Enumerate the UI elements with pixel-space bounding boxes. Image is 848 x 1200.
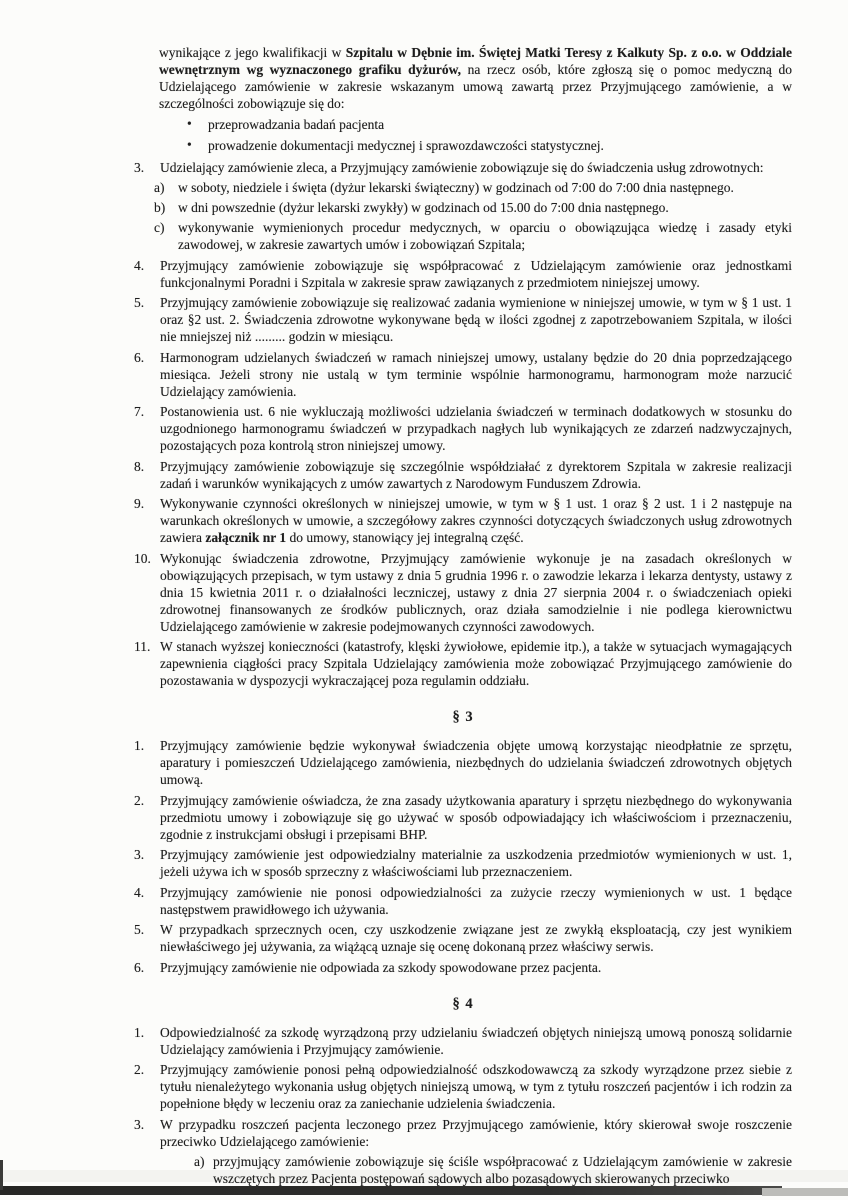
sub-list-item <box>154 179 792 196</box>
item-number: 6. <box>134 959 145 975</box>
scan-shadow-band <box>0 1170 848 1182</box>
item-number: 1. <box>134 738 145 753</box>
list-item <box>134 550 792 635</box>
intro-paragraph <box>159 44 792 112</box>
list-item <box>134 921 792 955</box>
item-text: Przyjmujący zamówienie ponosi pełną odpowiedzialność odszkodowawczą za szkody wyrządzone przez siebie z tytułu nienależytego wykonania usług objętych niniejszą umową, w tym z tytułu roszczeń pacjentów i ich rodzin za popełnione błędy w leczeniu oraz za zaniechanie udzielenia świadczenia. <box>160 1062 792 1111</box>
item-text: Harmonogram udzielanych świadczeń w ramach niniejszej umowy, ustalany będzie do 20 dnia poprzedzającego miesiąca. Jeżeli strony nie ustalą w tym terminie wspólnie harmonogramu, harmonogram może narzucić Udzielający zamówienia. <box>160 349 792 399</box>
sub-item-text: przyjmujący zamówienie zobowiązuje się ściśle współpracować z Udzielającym zamówienie w zakresie wszczętych przez Pacjenta postępowań sądowych albo pozasądowych skierowanych przeciwko <box>213 1153 792 1186</box>
item-number: 10. <box>134 550 151 566</box>
item-number: 2. <box>134 1062 145 1077</box>
sub-list-item <box>154 219 792 253</box>
item-number: 1. <box>134 1024 145 1040</box>
scan-artifact-smudge <box>762 1188 848 1196</box>
item-text: Przyjmujący zamówienie będzie wykonywał świadczenia objęte umową korzystając nieodpłatnie ze sprzętu, aparatury i pomieszczeń Udzielającego zamówienia, niezbędnych do udzielania świadczeń zdrowotnych objętych umową. <box>160 738 792 787</box>
section-3-heading: § 3 <box>452 709 474 725</box>
item-number: 5. <box>134 295 145 310</box>
scan-artifact-left-notch <box>0 1160 3 1190</box>
list-item <box>134 959 792 976</box>
list-item <box>134 846 792 880</box>
hospital-name-bold: Szpitalu w Dębnie im. Świętej Matki Teresy z Kalkuty Sp. z o.o. w Oddziale wewnętrznym wg wyznaczonego grafiku dyżurów, <box>159 45 792 77</box>
list-item <box>134 737 792 788</box>
sub-item-text: wykonywanie wymienionych procedur medycznych, w oparciu o obowiązująca wiedzę i zasady etyki zawodowej, w zakresie zawartych umów i zobowiązań Szpitala; <box>178 220 792 252</box>
item-text: W przypadkach sprzecznych ocen, czy uszkodzenie związane jest ze zwykłą eksploatacją, czy jest wynikiem niewłaściwego jej używania, za wiążącą uznaje się ocenę dokonaną przez właściwy serwis. <box>160 922 792 954</box>
attachment-ref-bold: załącznik nr 1 <box>205 530 287 545</box>
section-4-heading: § 4 <box>452 995 474 1012</box>
item-number: 9. <box>134 496 145 511</box>
item-number: 3. <box>134 160 145 175</box>
item-text-post: do umowy, stanowiący jej integralną część. <box>286 530 524 545</box>
list-item <box>134 1024 792 1058</box>
item-text: Przyjmujący zamówienie zobowiązuje się realizować zadania wymienione w niniejszej umowie, w tym w § 1 ust. 1 oraz §2 ust. 2. Świadczenia zdrowotne wykonywane będą w ilości zgodnej z zapotrzebowaniem Szpitala, w ilości nie mniejszej niż ......... godzin w miesiącu. <box>160 295 792 344</box>
item-number: 5. <box>134 922 145 937</box>
bullet-list <box>187 116 792 154</box>
list-item <box>134 884 792 918</box>
item-text: W stanach wyższej konieczności (katastrofy, klęski żywiołowe, epidemie itp.), a także w sytuacjach wymagających zapewnienia ciągłości pracy Szpitala Udzielający zamówienia może zobowiązać Przyjmującego zamówienie do pozostawania w dyspozycji wykraczającej poza regulamin oddziału. <box>160 639 792 688</box>
item-number: 3. <box>134 1116 145 1132</box>
list-item <box>187 116 792 133</box>
sub-item-text: w soboty, niedziele i święta (dyżur lekarski świąteczny) w godzinach od 7:00 do 7:00 dnia następnego. <box>178 180 734 195</box>
item-number: 4. <box>134 257 145 273</box>
scan-artifact-bottom-bar <box>0 1186 782 1195</box>
item-number: 2. <box>134 792 145 808</box>
sub-item-letter: a) <box>194 1153 205 1169</box>
list-item <box>134 257 792 291</box>
intro-text-post: na rzecz osób, które zgłoszą się o pomoc medyczną do Udzielającego zamówienie w zakresie wskazanym umową zawartą przez Przyjmującego zamówienie, a w szczególności zobowiązuje się do: <box>159 62 793 111</box>
item-text: Przyjmujący zamówienie zobowiązuje się współpracować z Udzielającym zamówienie oraz jednostkami funkcjonalnymi Poradni i Szpitala w zakresie spraw zawiązanych z przedmiotem niniejszej umowy. <box>160 257 792 290</box>
item-text: Przyjmujący zamówienie jest odpowiedzialny materialnie za uszkodzenia przedmiotów wymienionych w ust. 1, jeżeli używa ich w sposób sprzeczny z właściwościami lub przeznaczeniem. <box>160 847 792 879</box>
item-number: 6. <box>134 349 145 365</box>
list-item <box>187 137 792 154</box>
sub-item-letter: b) <box>154 200 166 215</box>
list-item <box>134 458 792 492</box>
item-text: Przyjmujący zamówienie nie ponosi odpowiedzialności za zużycie rzeczy wymienionych w ust. 1 będące następstwem prawidłowego ich używania. <box>160 884 792 917</box>
document-body <box>134 44 792 1190</box>
intro-text-pre: wynikające z jego kwalifikacji w <box>159 45 346 60</box>
sub-item-letter: a) <box>154 180 165 195</box>
item-text: W przypadku roszczeń pacjenta leczonego przez Przyjmującego zamówienie, który skierował swoje roszczenie przeciwko Udzielającego zamówienie: <box>160 1116 792 1149</box>
sub-list-item <box>154 199 792 216</box>
item-number: 7. <box>134 404 145 419</box>
item-text: Odpowiedzialność za szkodę wyrządzoną przy udzielaniu świadczeń objętych niniejszą umową ponoszą solidarnie Udzielający zamówienia i Przyjmujący zamówienie. <box>160 1024 792 1057</box>
list-item <box>134 294 792 345</box>
item-text: Udzielający zamówienie zleca, a Przyjmujący zamówienie zobowiązuje się do świadczenia usług zdrowotnych: <box>160 160 764 175</box>
list-item <box>134 792 792 843</box>
sub-list <box>154 179 792 253</box>
sub-item-text: w dni powszednie (dyżur lekarski zwykły) w godzinach od 15.00 do 7:00 dnia następnego. <box>178 200 669 215</box>
item-number: 8. <box>134 458 145 474</box>
item-number: 3. <box>134 847 145 862</box>
bullet-icon: • <box>187 116 192 131</box>
item-text: Postanowienia ust. 6 nie wykluczają możliwości udzielania świadczeń w terminach dodatkowych w stosunku do uzgodnionego harmonogramu świadczeń w przypadkach nagłych lub wynikających ze zdarzeń nadzwyczajnych, pozostających poza kontrolą stron niniejszej umowy. <box>160 404 792 453</box>
item-text: Przyjmujący zamówienie nie odpowiada za szkody spowodowane przez pacjenta. <box>160 959 602 975</box>
list-item <box>134 638 792 689</box>
bullet-icon: • <box>187 137 192 152</box>
list-item <box>134 349 792 400</box>
list-item <box>134 1061 792 1112</box>
item-text: Przyjmujący zamówienie oświadcza, że zna zasady użytkowania aparatury i sprzętu niezbędnego do wykonywania przedmiotu umowy i zobowiązuje się go używać w sposób odpowiadający ich właściwościom i przeznaczeniu, zgodnie z instrukcjami obsługi i przepisami BHP. <box>160 792 792 842</box>
item-number: 4. <box>134 884 145 900</box>
item-number: 11. <box>134 639 151 654</box>
list-item <box>134 159 792 253</box>
sub-item-letter: c) <box>154 220 165 235</box>
item-text: Wykonując świadczenia zdrowotne, Przyjmujący zamówienie wykonuje je na zasadach określonych w obowiązujących przepisach, w tym ustawy z dnia 5 grudnia 1996 r. o zawodzie lekarza i lekarza dentysty, ustawy z dnia 15 kwietnia 2011 r. o działalności leczniczej, ustawy z dnia 27 sierpnia 2004 r. o świadczeniach opieki zdrowotnej finansowanych ze środków publicznych, oraz działa samodzielnie i nie podlega kierownictwu Udzielającego zamówienie w zakresie podejmowanych czynności zawodowych. <box>160 550 792 634</box>
item-text <box>160 496 792 545</box>
item-text: Przyjmujący zamówienie zobowiązuje się szczególnie współdziałać z dyrektorem Szpitala w zakresie realizacji zadań i warunków wynikających z umów zawartych z Narodowym Funduszem Zdrowia. <box>160 458 792 491</box>
bullet-text: prowadzenie dokumentacji medycznej i sprawozdawczości statystycznej. <box>208 138 604 153</box>
list-item <box>134 495 792 546</box>
bullet-text: przeprowadzania badań pacjenta <box>208 117 385 132</box>
list-item <box>134 403 792 454</box>
item-text-pre: Wykonywanie czynności określonych w niniejszej umowie, w tym w § 1 ust. 1 oraz § 2 ust. 1 i 2 następuje na warunkach określonych w umowie, a szczegółowy zakres czynności dotyczących świadczonych usług zdrowotnych zawiera <box>160 496 792 545</box>
